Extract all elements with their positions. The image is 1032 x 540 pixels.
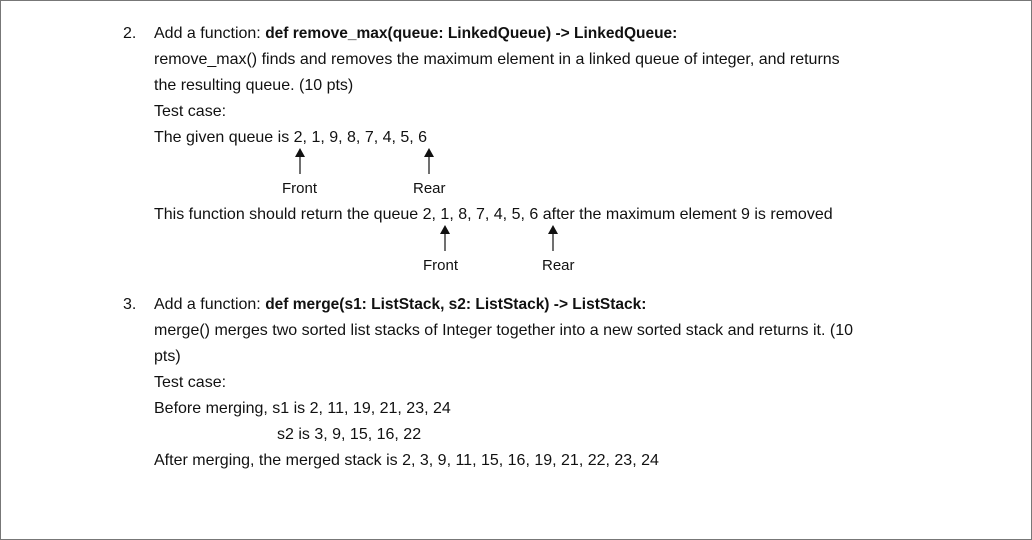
- q2-return-rear-label: Rear: [542, 257, 575, 274]
- q2-given-front-label: Front: [282, 180, 318, 197]
- q2-test-case-label: Test case:: [154, 103, 227, 120]
- q3-signature: def merge(s1: ListStack, s2: ListStack) -> ListStack:: [265, 296, 647, 313]
- q3-description-line1: merge() merges two sorted list stacks of Integer together into a new sorted stack and returns it. (10: [154, 322, 853, 339]
- rear-arrow-icon: [547, 225, 559, 251]
- q2-given-prefix: The given queue is: [154, 129, 290, 146]
- front-arrow-icon: [439, 225, 451, 251]
- q3-intro: Add a function:: [154, 296, 261, 313]
- q2-heading: [154, 24, 677, 44]
- q2-signature: def remove_max(queue: LinkedQueue) -> LinkedQueue:: [265, 25, 678, 42]
- q2-given-values: 2, 1, 9, 8, 7, 4, 5, 6: [293, 129, 428, 146]
- q3-before-merging: Before merging, s1 is 2, 11, 19, 21, 23, 24: [154, 400, 451, 417]
- q2-return-suffix: after the maximum element 9 is removed: [542, 206, 833, 223]
- q3-description-line2: pts): [154, 348, 181, 365]
- q2-intro: Add a function:: [154, 25, 261, 42]
- q2-given-queue: [154, 128, 427, 148]
- front-arrow-icon: [294, 148, 306, 174]
- q2-return-line: [154, 205, 833, 225]
- q3-heading: [154, 295, 646, 315]
- q2-return-prefix: This function should return the queue: [154, 206, 419, 223]
- q3-test-case-label: Test case:: [154, 374, 227, 391]
- q2-number: 2.: [123, 25, 137, 42]
- q2-return-values: 2, 1, 8, 7, 4, 5, 6: [422, 206, 539, 223]
- q2-return-front-label: Front: [423, 257, 459, 274]
- q2-description-line1: remove_max() finds and removes the maximum element in a linked queue of integer, and returns: [154, 51, 840, 68]
- rear-arrow-icon: [423, 148, 435, 174]
- q3-after-merging: After merging, the merged stack is 2, 3, 9, 11, 15, 16, 19, 21, 22, 23, 24: [154, 452, 659, 469]
- q3-number: 3.: [123, 296, 137, 313]
- q3-s2-line: s2 is 3, 9, 15, 16, 22: [277, 426, 422, 443]
- q2-given-rear-label: Rear: [413, 180, 446, 197]
- q2-description-line2: the resulting queue. (10 pts): [154, 77, 354, 94]
